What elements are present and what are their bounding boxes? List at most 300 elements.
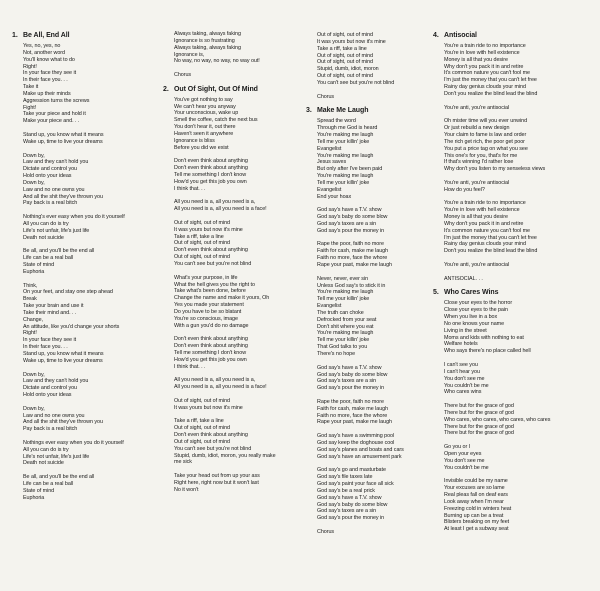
lyric-line: Hold onto your ideas [23,173,72,180]
lyric-line: Tell me your killin' joke [317,296,370,303]
lyric-line: Tell me something I don't know [174,172,247,179]
lyric-line: God say's file taxes late [317,474,373,481]
song-block [163,86,301,494]
lyric-line: It's common nature you can't fool me [444,70,530,77]
lyric-line: Before you did we exist [174,144,229,151]
lyric-line: All you need is a, all you need is a face! [174,384,267,391]
lyric-line: I'm just the money that you can't let free [444,77,537,84]
lyric-line: Chorus [317,93,335,100]
lyric-line: Right! [23,330,37,337]
stanza [12,153,157,208]
lyric-line: Go you or I [444,444,471,451]
lyric-line: What the hell gives you the right to [174,281,255,288]
lyric-line: Rainy day genius clouds your mind [444,241,526,248]
stanza [433,300,588,355]
lyric-line: You can't see but you're not blind [317,79,395,86]
lyric-line: Aggression turns the screws [23,97,90,104]
lyric-line: Yes, no, yes, no [23,43,61,49]
lyric-line: The rich get rich, the poor get poor [444,138,525,145]
lyric-line: Euphoria [23,494,45,501]
lyric-line: Don't even think about anything [174,432,248,439]
lyric-line: Stupid, dumb, idiot, moron [317,66,379,73]
lyric-line: Take your piece and hold it [23,111,86,118]
lyric-line: God say's have a T.V. show [317,207,382,214]
lyric-line: There but for the grace of god [444,423,514,430]
lyric-line: Stand up, you know what it means [23,350,104,357]
lyric-line: Welfare hotels [444,341,478,348]
lyric-line: Ignorance is bliss [174,137,215,144]
lyric-line: Out of sight, out of mind [317,32,373,38]
lyric-line: Evangelist [317,303,342,310]
lyric-line: I'm just the money that you can't let free [444,234,537,241]
lyric-line: Real pleas fall on deaf ears [444,492,508,498]
lyric-line: Jesus saves [317,159,347,166]
lyric-line: Close your eyes to the pain [444,307,508,314]
lyric-line: You're in love with hell existence [444,207,520,214]
lyric-line: Don't you realize the blind lead the blind [444,248,538,255]
song-block [433,32,588,283]
song-block [433,289,588,533]
song-title [306,107,426,115]
lyric-line: Money is all that you desire [444,214,508,221]
lyric-line: me sick [174,459,192,466]
lyric-line: Take your head out from up your ass [174,473,260,480]
stanza [12,283,157,365]
lyric-line: Faith for cash, make me laugh [317,248,389,255]
stanza [433,262,588,269]
lyric-line: Take their mind and. . . [23,309,77,316]
lyric-line: Out of sight, out of mind [317,73,373,80]
lyric-line: Your excuses are so lame [444,485,505,492]
lyric-line: Faith no more, face the whore [317,255,388,262]
lyric-line: Yes you made your statement [174,302,244,309]
stanza [163,97,301,152]
lyric-line: Or just rebuild a new design [444,125,510,132]
lyric-line: Pay back is a real bitch [23,426,78,433]
lyric-line: Your unconscious, wake up [174,110,239,117]
lyric-line: Out of sight, out of mind [174,425,230,432]
lyric-line: Life's not unfair, life's just life [23,453,90,460]
lyric-line: God say's pour the money in [317,385,385,392]
lyric-line: Life can be a real ball [23,255,74,262]
lyric-line: It was yours but now it's mine [174,404,243,411]
lyric-line: God say's baby do some blow [317,214,388,221]
stanza [163,336,301,370]
lyric-line: God say's paint your face all sick [317,481,394,487]
stanza [306,207,426,234]
stanza [306,276,426,358]
lyric-line: Right here, right now but it won't last [174,480,259,486]
lyric-line: In your face they see it [23,70,77,77]
lyric-line: Out of sight, out of mind [317,59,373,66]
lyric-line: You don't hear it, out there [174,124,236,131]
lyric-line: Change, [23,316,44,323]
lyric-line: Make up their minds [23,90,71,97]
song-title-text: Out Of Sight, Out Of Mind [174,85,258,93]
stanza [12,248,157,275]
lyric-line: All you can do is try [23,220,69,227]
stanza [306,32,426,87]
lyric-line: God say's taxes are a sin [317,220,377,227]
lyric-line: The truth can choke [317,309,364,316]
lyric-line: I can't see you [444,361,478,368]
lyric-line: Don't even think about anything [174,165,248,172]
lyric-line: This one's for you, that's for me [444,152,518,159]
lyric-line: Life can be a real ball [23,481,74,487]
lyric-line: Why don't you listen to my senseless views [444,166,546,173]
lyric-line: Death not suicide [23,234,64,241]
lyric-line: Tell me something I don't know [174,349,247,356]
stanza [306,365,426,392]
lyric-line: Who cares, who cares, who cares, who cares [444,416,551,423]
lyric-line: Tell me your killin' joke [317,179,370,186]
lyric-line: You're making me laugh [317,131,374,138]
song-title [433,32,588,40]
lyric-line: Right! [23,63,37,70]
lyrics-column-3 [306,32,426,543]
stanza [163,72,301,79]
lyric-line: Ignorance is, [174,51,205,58]
stanza [306,433,426,460]
lyric-line: State of mind [23,262,55,268]
lyric-line: God say's have a T.V. show [317,494,382,501]
stanza [306,529,426,536]
lyric-line: You're so conscious, image [174,315,238,322]
stanza [306,118,426,200]
lyric-line: How'd you get this job you own [174,356,247,363]
lyric-line: But only after I've been paid [317,166,383,173]
lyric-line: Faith no more, face the whore [317,412,388,419]
stanza [163,398,301,412]
lyric-line: An attitude, like you'd change your shorts [23,323,120,330]
lyric-line: It's common nature you can't fool me [444,227,530,234]
lyric-line: If that's winning I'd rather lose [444,159,514,166]
lyric-line: End your hoax [317,193,352,200]
stanza [306,399,426,426]
lyric-line: You couldn't be me [444,464,489,471]
stanza [433,444,588,471]
lyrics-column-2 [163,32,301,501]
lyric-line: Always taking, always faking [174,44,241,51]
lyric-line: Ignorance is so frustrating [174,37,235,44]
lyric-line: Law and they can't hold you [23,378,89,385]
lyric-line: Wake up, time to live your dreams [23,357,103,364]
lyric-line: Blisters breaking on my feet [444,519,510,526]
song-title [163,86,301,94]
lyric-line: Spread the word [317,118,356,125]
lyric-line: Take your brain and use it [23,303,84,310]
lyric-line: Take a riff, take a line [174,418,224,425]
lyric-line: Your claim to fame is law and order [444,131,527,138]
lyric-line: Chorus [317,528,335,535]
lyric-line: You're making me laugh [317,152,374,159]
lyric-line: And all the shit they've thrown you [23,193,103,200]
lyric-line: Law and they can't hold you [23,159,89,166]
stanza [433,43,588,98]
lyric-line: Rape the poor, faith no more [317,398,384,405]
lyric-line: You're a train ride to no importance [444,200,526,207]
stanza [163,418,301,466]
lyric-line: It was yours but now it's mine [317,38,386,45]
lyric-line: Break [23,296,37,303]
lyric-line: With a gun you'd do no damage [174,322,249,329]
stanza [433,200,588,255]
lyric-line: You're anti, you're antisocial [444,179,510,186]
lyric-line: Be all, and you'll be the end all [23,474,95,481]
lyric-line: You put a price tag on what you see [444,145,528,152]
lyric-line: Law and no one owns you [23,186,85,193]
lyric-line: You're anti, you're antisocial [444,104,510,111]
stanza [163,377,301,391]
stanza [433,105,588,112]
stanza [163,220,301,268]
lyric-line: Evangelist [317,145,342,152]
lyric-line: There's no hope [317,350,356,357]
lyric-line: God say's have a T.V. show [317,364,382,371]
song-title-text: Make Me Laugh [317,107,369,115]
lyric-line: Invisible could be my name [444,478,508,485]
lyric-line: Who cares wins [444,389,482,396]
lyric-line: You don't see me [444,375,485,382]
lyric-line: Do you have to be so blatant [174,308,242,315]
lyric-line: You've got nothing to say [174,96,233,103]
lyric-line: Fight! [23,104,37,111]
lyric-line: You can't see but you're not blind [174,445,252,452]
lyric-line: Moms and kids with nothing to eat [444,334,524,341]
lyric-line: You're in love with hell existence [444,49,520,56]
lyric-line: God say's baby do some blow [317,371,388,378]
stanza [163,31,301,65]
lyric-line: You're a train ride to no importance [444,43,526,49]
lyric-line: Down by, [23,405,45,412]
lyric-line: There but for the grace of god [444,409,514,416]
lyric-line: Take a riff, take a line [317,45,367,52]
stanza [12,43,157,125]
song-number: 3. [306,107,312,115]
lyric-line: And all the shit they've thrown you [23,419,103,426]
lyric-line: How do you feel? [444,186,485,193]
lyric-line: Euphoria [23,268,45,275]
stanza [12,132,157,146]
stanza [12,406,157,433]
lyric-line: Who says there's no place called hell [444,348,531,355]
song-block [12,32,157,502]
stanza [12,440,157,467]
lyric-line: Evangelist [317,186,342,193]
lyric-line: Hold onto your ideas [23,392,72,399]
lyric-line: When you live in a box [444,314,498,321]
lyric-line: All you need is a, all you need is a, [174,199,256,206]
lyric-line: You're anti, you're antisocial [444,262,510,268]
lyric-line: Rape the poor, faith no more [317,241,384,248]
lyric-line: Dictate and control you [23,385,77,392]
lyrics-column-1 [12,32,157,508]
stanza [433,276,588,283]
lyric-line: What's your purpose, in life [174,274,238,281]
lyric-line: You're making me laugh [317,289,374,296]
stanza [163,275,301,330]
lyric-line: Why don't you pack it in and retire [444,63,524,70]
lyric-line: No one knows your name [444,320,505,327]
lyric-line: Be all, and you'll be the end all [23,248,95,255]
lyric-line: God say's taxes are a sin [317,508,377,515]
lyric-line: Don't shit where you eat [317,323,374,330]
lyric-line: Out of sight, out of mind [174,240,230,247]
lyric-line: There but for the grace of god [444,403,514,410]
lyric-line: Death not suicide [23,460,64,467]
song-title-text: Be All, End All [23,32,70,39]
lyric-line: Take what's been done, before [174,288,246,295]
stanza [12,372,157,399]
lyric-line: In their face you. . . [23,77,68,84]
lyric-line: Take it [23,84,39,91]
stanza [433,180,588,194]
lyric-line: Down by, [23,371,45,378]
lyric-line: Don't even think about anything [174,247,248,254]
lyric-line: God say keep the doghouse cool [317,439,395,446]
lyric-line: Close your eyes to the horror [444,300,513,307]
lyric-line: Rape your past, make me laugh [317,419,392,426]
lyric-line: Chorus [174,72,192,79]
lyric-line: Wake up, time to live your dreams [23,138,103,145]
song-title [12,32,157,40]
lyric-line: Think, [23,282,38,289]
lyric-line: Stand up, you know what it means [23,131,104,138]
lyric-line: Down by, [23,152,45,159]
lyric-line: I can't hear you [444,368,480,375]
lyric-line: God say's have an amusement park [317,453,402,460]
lyrics-column-4 [433,32,588,540]
lyric-line: Living in the street [444,327,487,334]
lyric-line: God say's pour the money in [317,227,385,234]
lyric-line: You're making me laugh [317,330,374,337]
lyric-line: How'd you get this job you own [174,178,247,185]
stanza [12,214,157,241]
stanza [306,94,426,101]
lyric-line: We can't hear you anyway [174,103,236,110]
lyric-line: Why don't you pack it in and retire [444,220,524,227]
lyric-line: Out of sight, out of mind [317,52,373,59]
lyric-line: You can't see but you're not blind [174,261,252,267]
lyric-line: All you need is a, all you need is a face! [174,206,267,213]
stanza [306,467,426,522]
lyric-line: You don't see me [444,457,485,464]
lyric-line: Out of sight, out of mind [174,219,230,226]
lyric-line: Out of sight, out of mind [174,397,230,404]
lyric-line: All you need is a, all you need is a, [174,377,256,384]
lyric-line: Tell me your killin' joke [317,337,370,344]
lyric-line: Faith for cash, make me laugh [317,405,389,412]
stanza [163,199,301,213]
lyric-line: Out of sight, out of mind [174,254,230,261]
lyric-line: In their face you. . . [23,344,68,351]
stanza [163,158,301,192]
stanza [433,478,588,533]
lyric-line: No way, no way, no way, no way out! [174,58,260,65]
lyric-line: Tell me your killin' joke [317,138,370,145]
stanza [433,362,588,396]
song-number: 1. [12,32,18,39]
lyric-line: There but for the grace of god [444,430,514,437]
lyric-line: God say's be a real prick [317,487,375,494]
lyric-line: In your face they see it [23,337,77,344]
lyric-line: ANTISOCIAL. . . [444,275,483,282]
stanza [433,403,588,437]
lyric-line: Dictate and control you [23,166,77,173]
lyric-line: Haven't seen it anywhere [174,130,234,137]
lyric-line: Out of sight, out of mind [174,438,230,445]
lyric-line: Freezing cold in winters heat [444,505,512,512]
lyric-line: God say's taxes are a sin [317,378,377,385]
lyric-line: Burning up can be a treat [444,512,504,519]
lyric-line: Smell the coffee, catch the next bus [174,117,258,124]
lyric-line: Don't even think about anything [174,336,248,343]
song-block [163,31,301,79]
lyric-line: Don't even think about anything [174,343,248,350]
lyric-line: At least I get a subway seat [444,526,509,533]
lyric-line: Nothings ever easy when you do it yourself [23,439,124,446]
lyric-line: God say's baby do some blow [317,501,388,508]
lyric-line: Don't even think about anything [174,158,248,165]
lyric-line: God say's go and masturbate [317,467,386,474]
lyric-line: Oh mister time will you ever unwind [444,118,528,125]
lyric-line: Nothing's ever easy when you do it yourself [23,214,125,221]
lyric-line: Rainy day genius clouds your mind [444,84,526,91]
song-block [306,32,426,100]
lyric-line: All you can do is try [23,446,69,453]
stanza [163,473,301,494]
lyric-line: Life's not unfair, life's just life [23,227,90,234]
lyric-line: Law and no one owns you [23,412,85,419]
lyric-line: That God talks to you [317,344,368,351]
lyric-line: Stupid, dumb, idiot, moron, you really make [174,452,276,459]
song-title-text: Antisocial [444,32,477,39]
song-number: 2. [163,85,169,93]
stanza [306,241,426,268]
lyric-line: Down by, [23,179,45,186]
lyric-line: Through me God is heard [317,125,378,132]
lyric-line: Not, another word [23,49,65,56]
lyric-line: Take a riff, take a line [174,233,224,240]
lyric-line: Look away when I'm near [444,498,504,505]
lyric-line: Rape your past, make me laugh [317,262,392,268]
song-number: 5. [433,289,439,297]
lyric-line: On your feet, and stay one step ahead [23,289,113,296]
lyric-line: Make your piece and. . . [23,118,80,125]
song-title-text: Who Cares Wins [444,289,499,297]
lyric-line: I think that. . . [174,185,206,192]
lyric-line: Money is all that you desire [444,56,508,63]
lyric-line: Defrocked from your seat [317,316,377,323]
lyric-line: You'll know what to do [23,56,75,63]
lyric-line: No it won't [174,486,199,493]
song-title [433,289,588,297]
lyric-line: Change the name and make it yours, Oh [174,295,270,302]
lyric-line: Don't you realize the blind lead the blind [444,90,538,97]
lyric-line: Unless God say's to stick it in [317,282,386,289]
stanza [433,118,588,173]
lyric-line: State of mind [23,487,55,494]
lyric-line: I think that. . . [174,363,206,370]
lyric-line: Pay back is a real bitch [23,200,78,207]
lyric-line: Never, never, ever sin [317,275,369,282]
lyric-line: Open your eyes [444,450,482,457]
stanza [12,474,157,501]
lyric-line: God say's pour the money in [317,515,385,522]
lyric-line: You couldn't be me [444,382,489,389]
lyric-line: Always taking, always faking [174,31,241,37]
lyric-line: God say's have a swimming pool [317,433,395,440]
